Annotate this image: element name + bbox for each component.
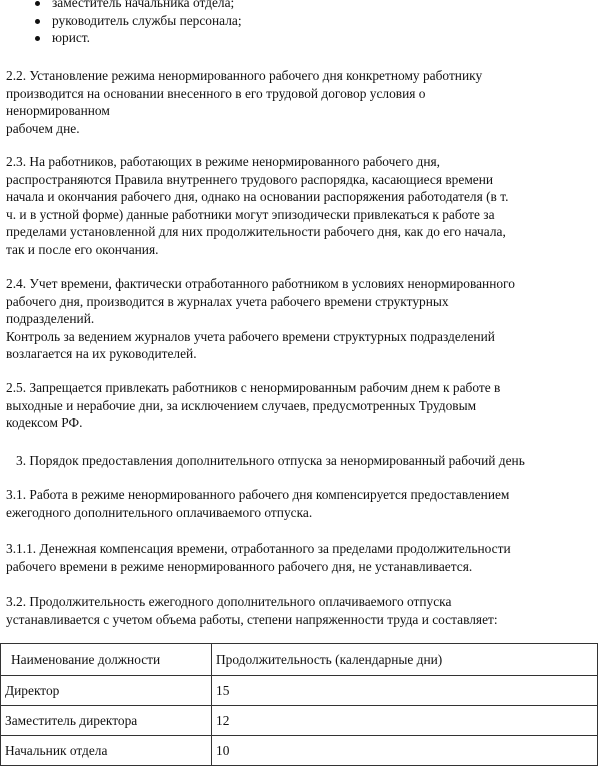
paragraph-2-2: 2.2. Установление режима ненормированного рабочего дня конкретному работнику производится на основании внесенного в его трудовой договор условия о ненормированном рабочем дне. [6, 68, 483, 136]
table-row [1, 706, 598, 736]
duration-cell: 15 [212, 676, 598, 706]
paragraph-2-4: 2.4. Учет времени, фактически отработанного работником в условиях ненормированного рабочего дня, производится в журналах учета рабочего времени структурных подразделений. Контроль за ведением журналов учета рабочего времени структурных подразделений возлагается на их руководителей. [6, 276, 515, 362]
paragraph-2-5: 2.5. Запрещается привлекать работников с ненормированным рабочим днем к работе в выходные и нерабочие дни, за исключением случаев, предусмотренных Трудовым кодексом РФ. [6, 380, 501, 431]
position-cell: Заместитель директора [1, 706, 212, 736]
duration-cell: 10 [212, 736, 598, 766]
bullet-icon [35, 1, 40, 6]
duration-cell: 12 [212, 706, 598, 736]
column-header-duration: Продолжительность (календарные дни) [212, 644, 598, 676]
vacation-duration-table [0, 643, 598, 766]
paragraph-2-3: 2.3. На работников, работающих в режиме ненормированного рабочего дня, распространяются Правила внутреннего трудового распорядка, касающиеся времени начала и окончания рабочего дня, однако на основании распоряжения работодателя (в т. ч. и в устной форме) данные работники могут эпизодически привлекаться к работе за пределами установленной для них продолжительности рабочего дня, как до его начала, так и после его окончания. [6, 154, 509, 257]
position-cell: Начальник отдела [1, 736, 212, 766]
paragraph-3-1: 3.1. Работа в режиме ненормированного рабочего дня компенсируется предоставлением ежегодного дополнительного оплачиваемого отпуска. [6, 487, 510, 520]
table-header-row [1, 644, 598, 676]
table-row [1, 676, 598, 706]
bullet-icon [35, 19, 40, 24]
position-cell: Директор [1, 676, 212, 706]
paragraph-3-1-1: 3.1.1. Денежная компенсация времени, отработанного за пределами продолжительности рабочего времени в режиме ненормированного рабочего дня, не устанавливается. [6, 541, 511, 574]
table-row [1, 736, 598, 766]
list-item: заместитель начальника отдела; [0, 0, 242, 12]
paragraph-3-2: 3.2. Продолжительность ежегодного дополнительного оплачиваемого отпуска устанавливается с учетом объема работы, степени напряженности труда и составляет: [6, 594, 498, 627]
section-3-heading: 3. Порядок предоставления дополнительного отпуска за ненормированный рабочий день [16, 453, 525, 468]
list-item: руководитель службы персонала; [0, 12, 242, 30]
list-item: юрист. [0, 29, 242, 47]
bullet-icon [35, 36, 40, 41]
position-bullet-list [0, 0, 242, 47]
column-header-position: Наименование должности [1, 644, 212, 676]
